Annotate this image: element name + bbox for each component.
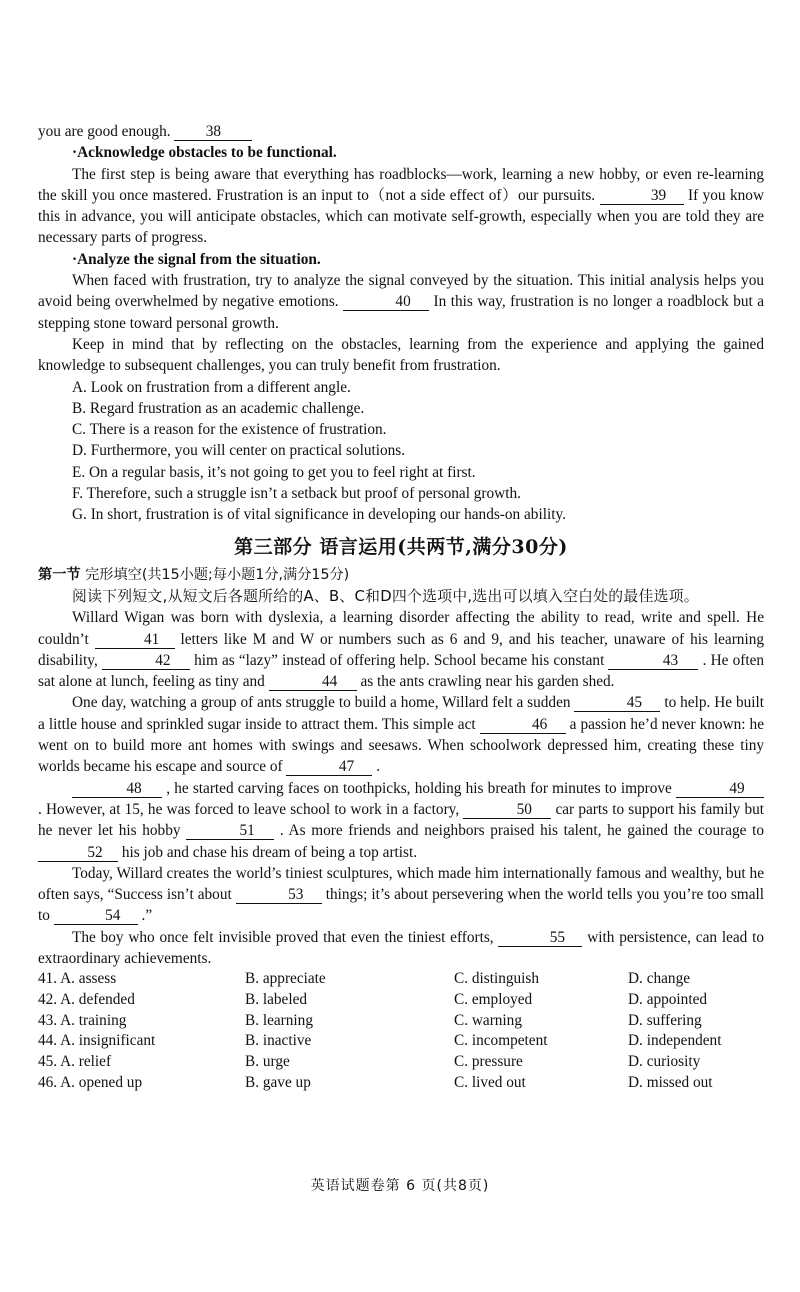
passage1-para-1 xyxy=(38,164,764,249)
blank-55: 55 xyxy=(498,929,582,947)
text: car parts to support his family but he never let his hobby xyxy=(38,800,764,840)
option-e: E. On a regular basis, it’s not going to get you to feel right at first. xyxy=(72,463,476,481)
heading-analyze: ·Analyze the signal from the situation. xyxy=(72,250,321,268)
blank-45: 45 xyxy=(574,694,660,712)
option-c: C. There is a reason for the existence of frustration. xyxy=(72,421,387,439)
section1-heading xyxy=(38,565,764,586)
text: him as “lazy” instead of offering help. School became his constant xyxy=(189,651,609,669)
choice-d: D. appointed xyxy=(628,990,708,1008)
blank-50: 50 xyxy=(463,801,551,819)
option-g: G. In short, frustration is of vital significance in developing our hands-on ability. xyxy=(72,506,566,524)
choice-a: 44. A. insignificant xyxy=(38,1032,156,1050)
part3-title: 第三部分 语言运用(共两节,满分30分) xyxy=(234,535,568,558)
text: The first step is being aware that everything has roadblocks—work, learning a new hobby, or even re-learning the skill you once mastered. Frustration is an input to（not a side effect of）our pursuits. xyxy=(38,165,764,204)
choice-d: D. change xyxy=(628,970,691,988)
text: you are good enough. xyxy=(38,123,175,140)
choice-c: C. employed xyxy=(454,990,533,1008)
passage2-para-1 xyxy=(38,607,764,692)
blank-47: 47 xyxy=(286,758,372,776)
blank-46: 46 xyxy=(480,716,566,734)
passage2-para-4 xyxy=(38,863,764,927)
choice-a: 45. A. relief xyxy=(38,1053,112,1071)
choice-c: C. lived out xyxy=(454,1073,526,1091)
text: .” xyxy=(137,907,153,925)
choice-d: D. independent xyxy=(628,1032,722,1050)
choice-a: 46. A. opened up xyxy=(38,1073,143,1091)
text: a passion he’d never known: he went on to build more ant homes with swings and seesaws. When schoolwork depressed him, creating these tiny worlds became his escape and source of xyxy=(38,715,764,776)
option-d: D. Furthermore, you will center on practical solutions. xyxy=(72,442,406,460)
choice-b: B. appreciate xyxy=(245,970,326,988)
choice-c: C. distinguish xyxy=(454,970,539,988)
question-row-41 xyxy=(38,969,764,990)
blank-48: 48 xyxy=(72,780,162,798)
text: . xyxy=(372,758,381,776)
question-row-42 xyxy=(38,990,764,1011)
question-row-43 xyxy=(38,1011,764,1032)
blank-43: 43 xyxy=(608,652,698,670)
question-row-46 xyxy=(38,1073,764,1094)
choice-d: D. suffering xyxy=(628,1011,702,1029)
text: If you know this in advance, you will anticipate obstacles, which can motivate self-growth, especially when you are told they are necessary parts of progress. xyxy=(38,186,764,247)
choice-b: B. gave up xyxy=(245,1073,311,1091)
text: as the ants crawling near his garden shed. xyxy=(356,673,615,691)
blank-41: 41 xyxy=(95,631,175,649)
blank-52: 52 xyxy=(38,844,118,862)
choice-a: 41. A. assess xyxy=(38,970,117,988)
blank-54: 54 xyxy=(54,907,138,925)
choice-c: C. pressure xyxy=(454,1053,523,1071)
heading-acknowledge: ·Acknowledge obstacles to be functional. xyxy=(72,144,337,162)
text: . However, at 15, he was forced to leave school to work in a factory, xyxy=(38,800,464,818)
choice-b: B. learning xyxy=(245,1011,313,1029)
blank-42: 42 xyxy=(102,652,190,670)
section-label: 第一节 xyxy=(38,566,81,583)
text: Willard Wigan was born with dyslexia, a learning disorder affecting the ability to read, write and spell. He couldn’t xyxy=(38,609,764,648)
question-list xyxy=(38,969,764,1093)
choice-b: B. inactive xyxy=(245,1032,312,1050)
passage1-line-0 xyxy=(38,121,764,142)
text: things; it’s about persevering when the world tells you you’re too small to xyxy=(38,886,764,925)
passage2-para-5 xyxy=(38,927,764,970)
text: One day, watching a group of ants struggle to build a home, Willard felt a sudden xyxy=(72,694,575,712)
text: In this way, frustration is no longer a roadblock but a stepping stone toward personal growth. xyxy=(38,293,765,332)
choice-c: C. incompetent xyxy=(454,1032,548,1050)
section-desc: 完形填空(共15小题;每小题1分,满分15分) xyxy=(80,566,350,583)
blank-38: 38 xyxy=(174,123,252,141)
text: When faced with frustration, try to analyze the signal conveyed by the situation. This initial analysis helps you avoid being overwhelmed by negative emotions. xyxy=(38,272,764,311)
section1-instruction: 阅读下列短文,从短文后各题所给的A、B、C和D四个选项中,选出可以填入空白处的最佳选项。 xyxy=(72,587,699,605)
option-a: A. Look on frustration from a different angle. xyxy=(72,378,351,396)
blank-39: 39 xyxy=(600,187,684,205)
choice-b: B. urge xyxy=(245,1053,290,1071)
choice-d: D. missed out xyxy=(628,1073,713,1091)
passage2-para-2 xyxy=(38,692,764,777)
text: The boy who once felt invisible proved that even the tiniest efforts, xyxy=(72,928,499,946)
choice-b: B. labeled xyxy=(245,990,308,1008)
text: . As more friends and neighbors praised his talent, he gained the courage to xyxy=(274,822,765,840)
option-f: F. Therefore, such a struggle isn’t a setback but proof of personal growth. xyxy=(72,485,521,503)
blank-40: 40 xyxy=(343,293,429,311)
passage1-para-3: Keep in mind that by reflecting on the obstacles, learning from the experience and applying the gained knowledge to subsequent challenges, you can truly benefit from frustration. xyxy=(38,335,764,375)
text: letters like M and W or numbers such as 6 and 9, and his teacher, unaware of his learning disability, xyxy=(38,630,764,669)
choice-d: D. curiosity xyxy=(628,1053,701,1071)
text: Today, Willard creates the world’s tiniest sculptures, which made him internationally famous and wealthy, but he often says, “Success isn’t about xyxy=(38,864,764,904)
text: to help. He built a little house and sprinkled sugar inside to attract them. This simple act xyxy=(38,694,764,733)
question-row-44 xyxy=(38,1031,764,1052)
question-row-45 xyxy=(38,1052,764,1073)
page-content xyxy=(38,121,764,1094)
text: , he started carving faces on toothpicks, holding his breath for minutes to improve xyxy=(162,779,676,797)
blank-51: 51 xyxy=(186,822,274,840)
choice-a: 43. A. training xyxy=(38,1011,127,1029)
passage1-para-2 xyxy=(38,270,764,334)
blank-49: 49 xyxy=(676,780,764,798)
text: . He often sat alone at lunch, feeling as tiny and xyxy=(38,651,765,691)
page-footer: 英语试题卷第 6 页(共8页) xyxy=(310,1178,490,1194)
passage2-para-3 xyxy=(38,778,764,863)
text: with persistence, can lead to extraordinary achievements. xyxy=(38,928,765,967)
choice-c: C. warning xyxy=(454,1011,522,1029)
blank-53: 53 xyxy=(236,886,322,904)
blank-44: 44 xyxy=(269,673,357,691)
text: his job and chase his dream of being a top artist. xyxy=(118,843,418,861)
choice-a: 42. A. defended xyxy=(38,990,135,1008)
option-b: B. Regard frustration as an academic challenge. xyxy=(72,399,365,417)
